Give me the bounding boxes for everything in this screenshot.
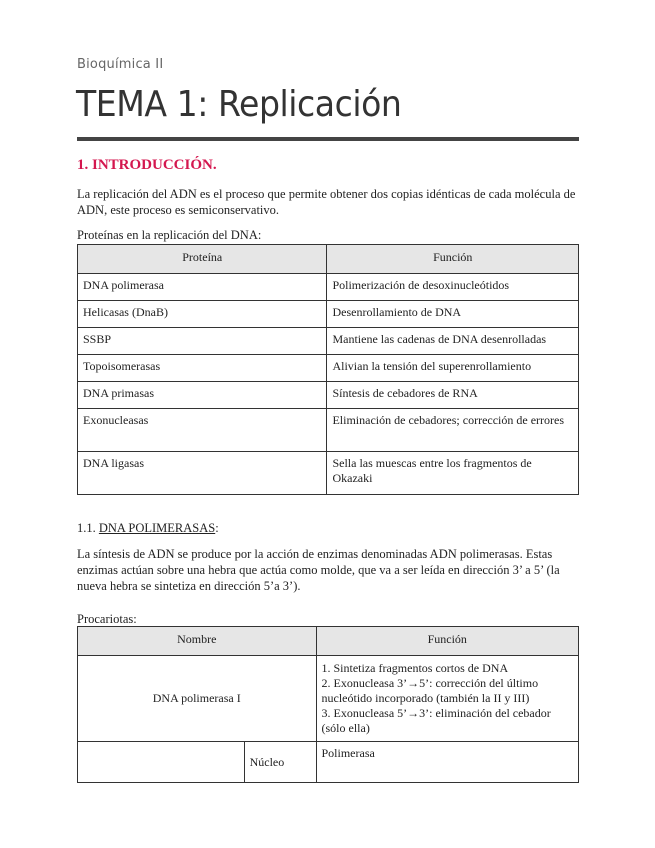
table-row [78, 656, 579, 742]
column-header-proteina: Proteína [78, 245, 327, 274]
function-item: 1. Sintetiza fragmentos cortos de DNA [321, 661, 509, 675]
function-cell: Polimerización de desoxinucleótidos [327, 274, 579, 301]
proteins-table [77, 244, 579, 495]
protein-cell: Exonucleasas [78, 409, 327, 452]
table-row [78, 301, 579, 328]
table-row [78, 382, 579, 409]
function-item: 2. Exonucleasa 3’→5’: corrección del último nucleótido incorporado (también la II y III) [321, 676, 539, 705]
table-row [78, 452, 579, 495]
procariotas-table [77, 626, 579, 783]
subsection-colon: : [215, 521, 219, 535]
protein-cell: DNA ligasas [78, 452, 327, 495]
enzyme-name-cell: DNA polimerasa I [78, 656, 317, 742]
column-header-funcion: Función [327, 245, 579, 274]
function-item: 3. Exonucleasa 5’→3’: eliminación del cebador (sólo ella) [321, 706, 551, 735]
subject-label: Bioquímica II [77, 57, 164, 72]
enzyme-name-cell [78, 742, 245, 783]
subsection-heading [77, 521, 219, 536]
section-heading-introduccion: 1. INTRODUCCIÓN. [77, 157, 217, 173]
function-cell: Desenrollamiento de DNA [327, 301, 579, 328]
table-row [78, 355, 579, 382]
title-divider [77, 137, 579, 141]
page-title: TEMA 1: Replicación [76, 84, 402, 125]
function-cell: Síntesis de cebadores de RNA [327, 382, 579, 409]
table-header-row [78, 245, 579, 274]
table-header-row [78, 627, 579, 656]
function-cell: Alivian la tensión del superenrollamiento [327, 355, 579, 382]
column-header-nombre: Nombre [78, 627, 317, 656]
intro-paragraph: La replicación del ADN es el proceso que permite obtener dos copias idénticas de cada molécula de ADN, este proceso es semiconservativo. [77, 187, 576, 217]
subsection-number: 1.1. [77, 521, 96, 535]
function-cell: Polimerasa [316, 742, 579, 783]
protein-cell: DNA primasas [78, 382, 327, 409]
function-cell: Sella las muescas entre los fragmentos de Okazaki [327, 452, 579, 495]
protein-cell: DNA polimerasa [78, 274, 327, 301]
table-row [78, 328, 579, 355]
polimerasas-paragraph: La síntesis de ADN se produce por la acción de enzimas denominadas ADN polimerasas. Estas enzimas actúan sobre una hebra que actúa como molde, que va a ser leída en dirección 3’ a 5’ (la nueva hebra se sintetiza en dirección 5’a 3’). [77, 547, 560, 593]
protein-cell: SSBP [78, 328, 327, 355]
protein-cell: Topoisomerasas [78, 355, 327, 382]
function-cell: Mantiene las cadenas de DNA desenrolladas [327, 328, 579, 355]
procariotas-label: Procariotas: [77, 612, 137, 626]
proteins-table-label: Proteínas en la replicación del DNA: [77, 228, 262, 242]
table-row [78, 274, 579, 301]
table-row [78, 742, 579, 783]
function-cell [316, 656, 579, 742]
protein-cell: Helicasas (DnaB) [78, 301, 327, 328]
subunit-cell: Núcleo [244, 742, 316, 783]
column-header-funcion: Función [316, 627, 579, 656]
function-cell: Eliminación de cebadores; corrección de errores [327, 409, 579, 452]
subsection-title: DNA POLIMERASAS [98, 521, 216, 535]
table-row [78, 409, 579, 452]
